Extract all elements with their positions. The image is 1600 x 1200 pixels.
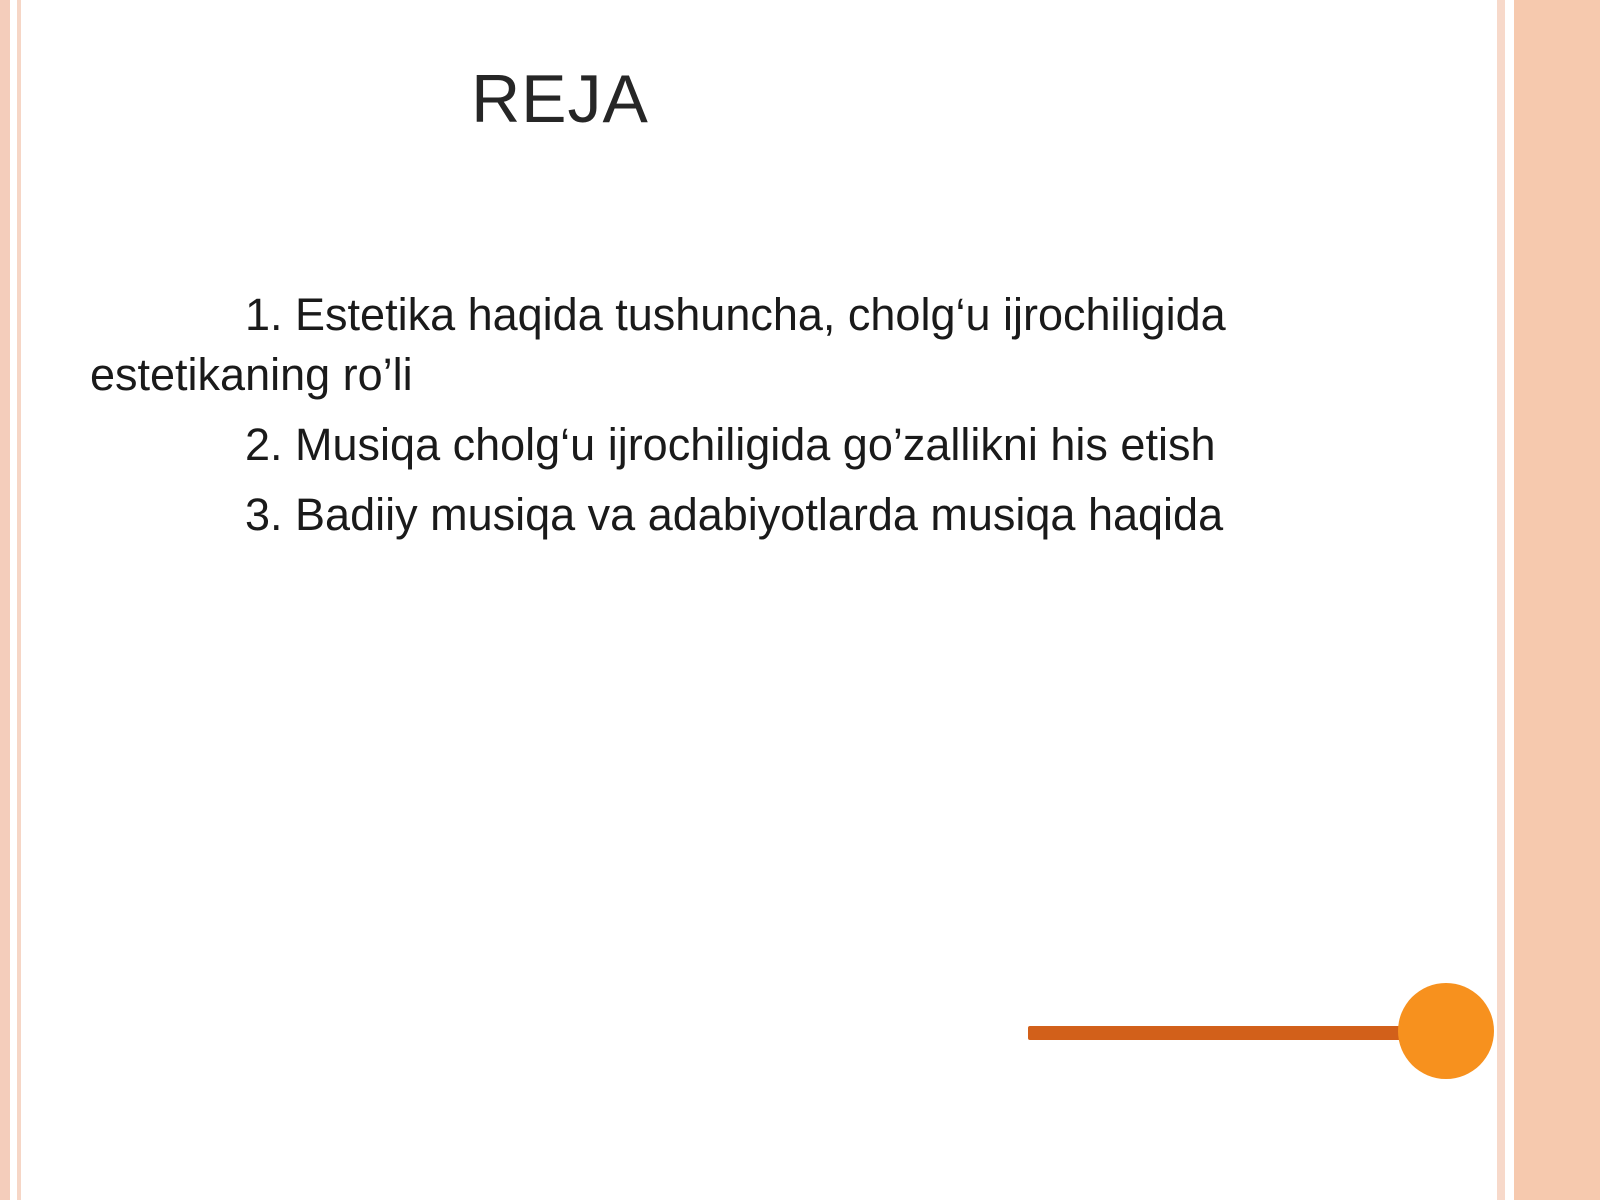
left-edge-stripe-thin: [17, 0, 21, 1200]
right-edge-stripe-pale: [1497, 0, 1505, 1200]
accent-bar-decoration: [1028, 1026, 1403, 1040]
right-edge-stripe-wide: [1505, 0, 1600, 1200]
agenda-item-1: 1. Estetika haqida tushuncha, cholg‘u ijrochiligida estetikaning ro’li: [90, 289, 1226, 400]
agenda-item-2: 2. Musiqa cholg‘u ijrochiligida go’zallikni his etish: [245, 418, 1216, 470]
accent-circle-decoration: [1398, 983, 1494, 1079]
left-edge-stripe-gap: [10, 0, 17, 1200]
slide-body: [90, 285, 1390, 554]
slide-title: REJA: [471, 61, 649, 137]
right-edge-stripe-gap: [1505, 0, 1514, 1200]
left-edge-stripe-outer: [0, 0, 10, 1200]
agenda-item-3: 3. Badiiy musiqa va adabiyotlarda musiqa haqida: [245, 488, 1224, 540]
